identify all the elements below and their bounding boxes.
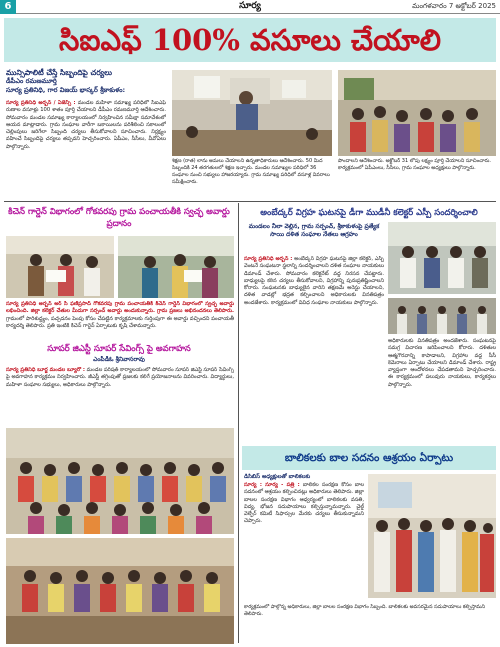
shelter-body [244, 482, 364, 602]
lead-body-text: మండల మహిళా సమాఖ్య పరిధిలో సిఐఎఫ్ రుణాల వసూళ్లు 100 శాతం పూర్తి చేయాలని డీపీఎం రమణమూర్తి ఆదేశించారు. సోమవారం మండల సమాఖ్య కార్యాలయంలో నిర్వహించిన సమీక్షా సమావేశంలో ఆయన మాట్లాడారు. గ్రామ సంఘాల వారీగా బకాయిలను పరిశీలించి సకాలంలో చెల్లింపులు జరిగేలా సిబ్బంది చర్యలు తీసుకోవాలని సూచించారు. నిర్లక్ష్యం వహించే సిబ్బందిపై చర్యలు తప్పవని హెచ్చరించారు. ఏపీఎం, సీసీలు, వీవోఏలు పాల్గొన్నారు. [6, 100, 166, 150]
ambedkar-deck: మండలం నీలా వెల్లిన, గ్రామ సర్పంచ్, శ్రీకాకుళంపై ప్రత్యేక సాయి దళిత సంఘాల నేతలు ఆగ్రహం [248, 223, 380, 238]
lead-photo-audience [338, 70, 496, 156]
ambedkar-body-right: అధికారులకు వినతిపత్రం అందజేశారు. సంఘటనపై సమగ్ర విచారణ జరిపించాలని కోరారు. దళితుల ఆత్మగౌరవాన్ని కాపాడాలని, విగ్రహాల వద్ద సీసీ కెమెరాలు ఏర్పాటు చేయాలని డిమాండ్ చేశారు. రాష్ట్ర వ్యాప్తంగా ఆందోళనలు చేపడతామని హెచ్చరించారు. ఈ కార్యక్రమంలో పలువురు నాయకులు, కార్యకర్తలు పాల్గొన్నారు. [388, 338, 496, 388]
lead-deck-2: డీపీఎం రమణమూర్తి [6, 77, 57, 85]
shelter-photo [368, 474, 496, 598]
gst-photo-students [6, 428, 234, 534]
ambedkar-dateline: సూర్య ప్రతినిధి అర్బన్ : [244, 256, 293, 262]
lead-headline: సిఐఎఫ్ 100% వసూలు చేయాలి [59, 23, 441, 57]
ambedkar-photo-1 [388, 222, 496, 294]
page-number: 6 [0, 0, 16, 14]
column-divider [238, 203, 239, 643]
lead-body [6, 100, 166, 152]
gst-dateline: సూర్య ప్రతినిధి బూర్జ మండల బ్యూరో : [6, 367, 85, 373]
section-divider [4, 201, 496, 202]
ambedkar-body-text: అంబేద్కర్ విగ్రహ ఘటనపై జిల్లా కలెక్టర్, ఎస్పీ వెంటనే సంఘటనా స్థలాన్ని సందర్శించాలని దళిత సంఘాల నాయకులు డిమాండ్ చేశారు. సోమవారం కలెక్టరేట్ వద్ద నిరసన చేపట్టారు. బాధ్యులపై కఠిన చర్యలు తీసుకోవాలని, విగ్రహాన్ని పునఃప్రతిష్టించాలని కోరారు. సంఘటనకు బాధ్యులైన వారిని తక్షణమే అరెస్టు చేయాలని, దళిత వాడల్లో భద్రత కల్పించాలని అధికారులకు వినతిపత్రం అందజేశారు. కార్యక్రమంలో వివిధ సంఘాల నాయకులు పాల్గొన్నారు. [244, 256, 384, 306]
gst-subhead: ఎంపీడీఓ శ్రీనివాసరావు [93, 356, 145, 363]
award-photo-1 [6, 236, 114, 298]
ambedkar-headline: అంబేద్కర్ విగ్రహ ఘటనపై డీగా ముడీనీ కలెక్టర్ ఎస్పీ సందర్శించాలి [260, 208, 478, 218]
shelter-body-text: బాలికల సంరక్షణ కోసం బాల సదనంలో ఆశ్రయం కల్పించినట్లు అధికారులు తెలిపారు. జిల్లా బాలల సంరక్షణ విభాగం ఆధ్వర్యంలో బాలికలకు వసతి, విద్య, భోజన సదుపాయాలు కల్పిస్తున్నామన్నారు. చైల్డ్ వెల్ఫేర్ కమిటీ సిఫార్సుల మేరకు చర్యలు తీసుకున్నామని చెప్పారు. [244, 482, 364, 525]
gst-body-text: మండల పరిషత్ కార్యాలయంలో సోమవారం సూపర్ జిఎస్టీ సూపర్ సేవింగ్స్ పై అవగాహన కార్యక్రమం నిర్వహించారు. జీఎస్టీ తగ్గింపుతో ప్రజలకు కలిగే ప్రయోజనాలను వివరించారు. విద్యార్థులు, మహిళా సంఘాల సభ్యులు, అధికారులు పాల్గొన్నారు. [6, 367, 234, 388]
masthead: సూర్య [239, 1, 261, 11]
shelter-deck: డిసిబిస్ అధ్యక్షులతో బాలికలకు [244, 474, 311, 480]
lead-photo2-caption: పొందాలని ఆదేశించారు. అక్టోబర్ 31 లోపు లక్ష్యం పూర్తి చేయాలని సూచించారు. కార్యక్రమంలో ఏపీఎంలు, సీసీలు, గ్రామ సంఘాల అధ్యక్షులు పాల్గొన్నారు. [338, 158, 491, 171]
kitchen-garden-caption: సూర్య ప్రతినిధి అర్బన్ అర్ సి ఫణిప్రసాద్ గోకవరపు గ్రామ పంచాయతీకి కిచెన్ గార్డెన్ విభాగంలో స్వచ్ఛ అవార్డు లభించింది. జిల్లా కలెక్టర్ చేతుల మీదుగా సర్పంచ్ అవార్డు అందుకున్నారు. గ్రామ ప్రజలు అభినందనలు తెలిపారు. [6, 301, 234, 315]
award-photo-2 [118, 236, 234, 298]
kitchen-garden-text: గ్రామంలో పారిశుద్ధ్యం, పచ్చదనం పెంపు కోసం చేపట్టిన కార్యక్రమాలకు గుర్తింపుగా ఈ అవార్డు వచ్చిందని పంచాయతీ కార్యదర్శి తెలిపారు. ప్రతి ఇంటికి కిచెన్ గార్డెన్ ఏర్పాటుకు కృషి చేశామన్నారు. [6, 315, 234, 329]
lead-decks [6, 68, 166, 98]
ambedkar-body [244, 256, 384, 424]
kitchen-garden-body [6, 301, 234, 337]
lead-photo-meeting [172, 70, 332, 156]
kitchen-garden-headline: కిచెన్ గార్డెన్ విభాగంలో గోకవరపు గ్రామ పంచాయతీకి స్వచ్ఛ అవార్డు ప్రదానం [8, 207, 230, 229]
lead-dateline: సూర్య ప్రతినిధి అర్బన్ / ఏజెన్సీ : [6, 100, 76, 106]
lead-deck-3: సూర్య ప్రతినిధి, గార విజయ్ భాస్కర్ శ్రీకాకుళం: [6, 86, 126, 94]
gst-headline: సూపర్ జిఎస్టీ సూపర్ సేవింగ్స్ పై అవగాహన [47, 344, 191, 354]
shelter-headline: బాలికలకు బాల సదనం ఆశ్రయం ఏర్పాటు [284, 452, 454, 464]
lead-photo-caption: శిక్షణ (రాత) లాను అమలు చేయాలని ఉన్నతాధికారులు ఆదేశించారు. 50 మీద సిబ్బందికి 24 తరగతులలో శిక్షణ ఇచ్చారు. మండల సమాఖ్యల పరిధిలో 36 సంఘాల నుంచి సభ్యులు హాజరయ్యారు. గ్రామ సమాఖ్య పరిధిలో వసూళ్ల వివరాలు సమీక్షించారు. [172, 158, 330, 185]
ambedkar-photo-2 [388, 298, 496, 334]
lead-deck-1: మున్సిపాలిటీ చేస్తే సిబ్బందిపై చర్యలు [6, 68, 112, 77]
gst-photo-event [6, 538, 234, 644]
issue-date: మంగళవారం 7 అక్టోబర్ 2025 [412, 2, 496, 10]
gst-body [6, 367, 234, 423]
shelter-photo-caption: కార్యక్రమంలో పాల్గొన్న అధికారులు, జిల్లా బాలల సంరక్షణ విభాగం సిబ్బంది. బాలికలకు అవసరమైన సదుపాయాలు కల్పిస్తామని తెలిపారు. [244, 604, 486, 617]
shelter-dateline: సూర్య : సూర్య - పత్రి : [244, 482, 300, 488]
